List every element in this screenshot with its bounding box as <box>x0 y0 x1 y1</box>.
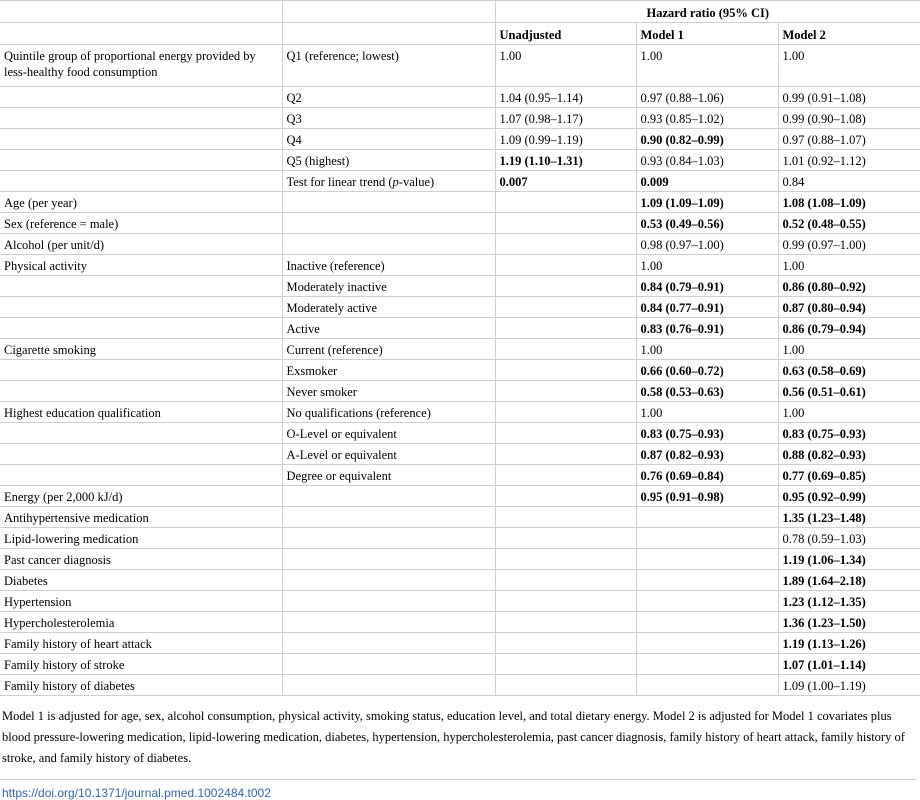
table-row <box>0 633 920 654</box>
model2-cell: 0.99 (0.90–1.08) <box>778 108 920 129</box>
table-row <box>0 570 920 591</box>
model1-cell: 1.09 (1.09–1.09) <box>636 192 778 213</box>
model1-cell: 0.95 (0.91–0.98) <box>636 486 778 507</box>
table-row <box>0 87 920 108</box>
level-cell: Active <box>282 318 495 339</box>
unadjusted-cell <box>495 255 636 276</box>
model1-cell: 0.93 (0.84–1.03) <box>636 150 778 171</box>
variable-cell: Hypercholesterolemia <box>0 612 282 633</box>
hazard-ratio-header: Hazard ratio (95% CI) <box>495 1 920 23</box>
table-row <box>0 528 920 549</box>
variable-cell <box>0 381 282 402</box>
model2-cell: 1.23 (1.12–1.35) <box>778 591 920 612</box>
variable-cell: Antihypertensive medication <box>0 507 282 528</box>
level-cell: Test for linear trend (p-value) <box>282 171 495 192</box>
level-cell <box>282 486 495 507</box>
variable-cell: Physical activity <box>0 255 282 276</box>
unadjusted-cell <box>495 234 636 255</box>
unadjusted-cell <box>495 465 636 486</box>
model2-cell: 0.97 (0.88–1.07) <box>778 129 920 150</box>
variable-cell <box>0 423 282 444</box>
unadjusted-cell <box>495 402 636 423</box>
table-row <box>0 108 920 129</box>
unadjusted-cell <box>495 486 636 507</box>
variable-cell <box>0 129 282 150</box>
level-cell <box>282 570 495 591</box>
level-cell: Q5 (highest) <box>282 150 495 171</box>
table-row <box>0 465 920 486</box>
model2-cell: 1.08 (1.08–1.09) <box>778 192 920 213</box>
level-cell <box>282 549 495 570</box>
table-row <box>0 318 920 339</box>
model2-cell: 1.00 <box>778 402 920 423</box>
table-row <box>0 507 920 528</box>
table-row <box>0 675 920 696</box>
model1-cell: 0.93 (0.85–1.02) <box>636 108 778 129</box>
unadjusted-cell <box>495 423 636 444</box>
header-empty-cell <box>0 23 282 45</box>
level-cell: O-Level or equivalent <box>282 423 495 444</box>
unadjusted-cell <box>495 192 636 213</box>
model2-cell: 0.52 (0.48–0.55) <box>778 213 920 234</box>
level-cell: No qualifications (reference) <box>282 402 495 423</box>
model1-cell: 1.00 <box>636 45 778 87</box>
variable-cell: Family history of stroke <box>0 654 282 675</box>
variable-cell <box>0 360 282 381</box>
unadjusted-cell <box>495 360 636 381</box>
unadjusted-cell: 1.04 (0.95–1.14) <box>495 87 636 108</box>
unadjusted-cell <box>495 612 636 633</box>
table-row <box>0 150 920 171</box>
variable-cell: Quintile group of proportional energy provided by less-healthy food consumption <box>0 45 282 87</box>
unadjusted-cell <box>495 528 636 549</box>
header-empty-cell <box>0 1 282 23</box>
variable-cell <box>0 108 282 129</box>
level-cell: A-Level or equivalent <box>282 444 495 465</box>
level-cell <box>282 633 495 654</box>
unadjusted-cell <box>495 297 636 318</box>
model1-cell <box>636 528 778 549</box>
level-cell <box>282 192 495 213</box>
unadjusted-cell <box>495 276 636 297</box>
model1-header: Model 1 <box>636 23 778 45</box>
model2-cell: 1.00 <box>778 255 920 276</box>
model2-cell: 1.00 <box>778 339 920 360</box>
model2-cell: 0.83 (0.75–0.93) <box>778 423 920 444</box>
variable-cell <box>0 87 282 108</box>
header-empty-cell <box>282 1 495 23</box>
table-row <box>0 423 920 444</box>
model2-cell: 0.95 (0.92–0.99) <box>778 486 920 507</box>
variable-cell: Alcohol (per unit/d) <box>0 234 282 255</box>
level-cell <box>282 213 495 234</box>
model1-cell <box>636 507 778 528</box>
table-row <box>0 129 920 150</box>
unadjusted-cell <box>495 654 636 675</box>
level-cell: Current (reference) <box>282 339 495 360</box>
model1-cell: 0.90 (0.82–0.99) <box>636 129 778 150</box>
header-row-columns <box>0 23 920 45</box>
table-row <box>0 276 920 297</box>
table-row <box>0 591 920 612</box>
model1-cell <box>636 675 778 696</box>
model1-cell: 0.87 (0.82–0.93) <box>636 444 778 465</box>
model1-cell: 0.84 (0.77–0.91) <box>636 297 778 318</box>
variable-cell <box>0 171 282 192</box>
variable-cell <box>0 297 282 318</box>
model1-cell: 0.66 (0.60–0.72) <box>636 360 778 381</box>
model2-cell: 0.99 (0.97–1.00) <box>778 234 920 255</box>
model2-header: Model 2 <box>778 23 920 45</box>
variable-cell: Past cancer diagnosis <box>0 549 282 570</box>
model1-cell: 1.00 <box>636 255 778 276</box>
table-row <box>0 234 920 255</box>
unadjusted-cell <box>495 339 636 360</box>
table-row <box>0 192 920 213</box>
model2-cell: 0.86 (0.79–0.94) <box>778 318 920 339</box>
unadjusted-cell <box>495 675 636 696</box>
level-cell <box>282 507 495 528</box>
level-cell <box>282 234 495 255</box>
model2-cell: 0.88 (0.82–0.93) <box>778 444 920 465</box>
table-row <box>0 402 920 423</box>
variable-cell: Sex (reference = male) <box>0 213 282 234</box>
model1-cell <box>636 570 778 591</box>
table-row <box>0 654 920 675</box>
variable-cell <box>0 150 282 171</box>
model2-cell: 0.56 (0.51–0.61) <box>778 381 920 402</box>
table-row <box>0 297 920 318</box>
level-cell <box>282 612 495 633</box>
unadjusted-cell <box>495 591 636 612</box>
unadjusted-header: Unadjusted <box>495 23 636 45</box>
model2-cell: 1.01 (0.92–1.12) <box>778 150 920 171</box>
model1-cell <box>636 612 778 633</box>
unadjusted-cell <box>495 213 636 234</box>
model2-cell: 1.36 (1.23–1.50) <box>778 612 920 633</box>
level-cell: Q2 <box>282 87 495 108</box>
model2-cell: 1.09 (1.00–1.19) <box>778 675 920 696</box>
table-row <box>0 339 920 360</box>
model1-cell: 0.76 (0.69–0.84) <box>636 465 778 486</box>
model1-cell: 1.00 <box>636 402 778 423</box>
variable-cell: Diabetes <box>0 570 282 591</box>
header-row-group <box>0 1 920 23</box>
model2-cell: 1.19 (1.06–1.34) <box>778 549 920 570</box>
model1-cell: 0.58 (0.53–0.63) <box>636 381 778 402</box>
unadjusted-cell: 1.19 (1.10–1.31) <box>495 150 636 171</box>
model2-cell: 1.35 (1.23–1.48) <box>778 507 920 528</box>
table-row <box>0 171 920 192</box>
variable-cell <box>0 444 282 465</box>
doi-link[interactable]: https://doi.org/10.1371/journal.pmed.1002484.t002 <box>2 786 271 800</box>
level-cell: Moderately inactive <box>282 276 495 297</box>
table-row <box>0 45 920 87</box>
table-row <box>0 213 920 234</box>
level-cell: Moderately active <box>282 297 495 318</box>
model2-cell: 0.77 (0.69–0.85) <box>778 465 920 486</box>
model2-cell: 0.86 (0.80–0.92) <box>778 276 920 297</box>
unadjusted-cell: 1.09 (0.99–1.19) <box>495 129 636 150</box>
model2-cell: 1.00 <box>778 45 920 87</box>
variable-cell <box>0 318 282 339</box>
model2-cell: 0.78 (0.59–1.03) <box>778 528 920 549</box>
model1-cell: 0.83 (0.75–0.93) <box>636 423 778 444</box>
level-cell <box>282 675 495 696</box>
variable-cell: Age (per year) <box>0 192 282 213</box>
unadjusted-cell <box>495 381 636 402</box>
level-cell: Exsmoker <box>282 360 495 381</box>
table-row <box>0 360 920 381</box>
unadjusted-cell <box>495 549 636 570</box>
level-cell <box>282 654 495 675</box>
model1-cell <box>636 633 778 654</box>
model1-cell: 0.53 (0.49–0.56) <box>636 213 778 234</box>
unadjusted-cell <box>495 507 636 528</box>
variable-cell: Hypertension <box>0 591 282 612</box>
variable-cell: Family history of diabetes <box>0 675 282 696</box>
unadjusted-cell <box>495 570 636 591</box>
model2-cell: 0.63 (0.58–0.69) <box>778 360 920 381</box>
model1-cell <box>636 654 778 675</box>
model1-cell: 0.009 <box>636 171 778 192</box>
variable-cell: Highest education qualification <box>0 402 282 423</box>
model2-cell: 0.99 (0.91–1.08) <box>778 87 920 108</box>
model1-cell <box>636 549 778 570</box>
model1-cell <box>636 591 778 612</box>
level-cell: Q3 <box>282 108 495 129</box>
variable-cell <box>0 276 282 297</box>
model1-cell: 0.83 (0.76–0.91) <box>636 318 778 339</box>
model1-cell: 0.84 (0.79–0.91) <box>636 276 778 297</box>
level-cell <box>282 591 495 612</box>
table-row <box>0 549 920 570</box>
unadjusted-cell: 1.00 <box>495 45 636 87</box>
model2-cell: 1.07 (1.01–1.14) <box>778 654 920 675</box>
model2-cell: 1.19 (1.13–1.26) <box>778 633 920 654</box>
model2-cell: 1.89 (1.64–2.18) <box>778 570 920 591</box>
variable-cell: Energy (per 2,000 kJ/d) <box>0 486 282 507</box>
table-row <box>0 486 920 507</box>
variable-cell <box>0 465 282 486</box>
model2-cell: 0.84 <box>778 171 920 192</box>
level-cell: Q1 (reference; lowest) <box>282 45 495 87</box>
level-cell: Degree or equivalent <box>282 465 495 486</box>
unadjusted-cell <box>495 444 636 465</box>
header-empty-cell <box>282 23 495 45</box>
table-row <box>0 444 920 465</box>
model2-cell: 0.87 (0.80–0.94) <box>778 297 920 318</box>
level-cell: Never smoker <box>282 381 495 402</box>
level-cell: Inactive (reference) <box>282 255 495 276</box>
table-row <box>0 255 920 276</box>
model1-cell: 1.00 <box>636 339 778 360</box>
table-row <box>0 612 920 633</box>
variable-cell: Lipid-lowering medication <box>0 528 282 549</box>
table-row <box>0 381 920 402</box>
table-footnote: Model 1 is adjusted for age, sex, alcohol consumption, physical activity, smoking status, education level, and total dietary energy. Model 2 is adjusted for Model 1 covariates plus blood pressure-lowering medication, lipid-lowering medication, diabetes, hypertension, hypercholesterolemia, past cancer diagnosis, family history of heart attack, family history of stroke, and family history of diabetes. <box>0 696 916 780</box>
model1-cell: 0.97 (0.88–1.06) <box>636 87 778 108</box>
variable-cell: Cigarette smoking <box>0 339 282 360</box>
unadjusted-cell: 1.07 (0.98–1.17) <box>495 108 636 129</box>
model1-cell: 0.98 (0.97–1.00) <box>636 234 778 255</box>
unadjusted-cell: 0.007 <box>495 171 636 192</box>
unadjusted-cell <box>495 633 636 654</box>
variable-cell: Family history of heart attack <box>0 633 282 654</box>
unadjusted-cell <box>495 318 636 339</box>
level-cell: Q4 <box>282 129 495 150</box>
level-cell <box>282 528 495 549</box>
